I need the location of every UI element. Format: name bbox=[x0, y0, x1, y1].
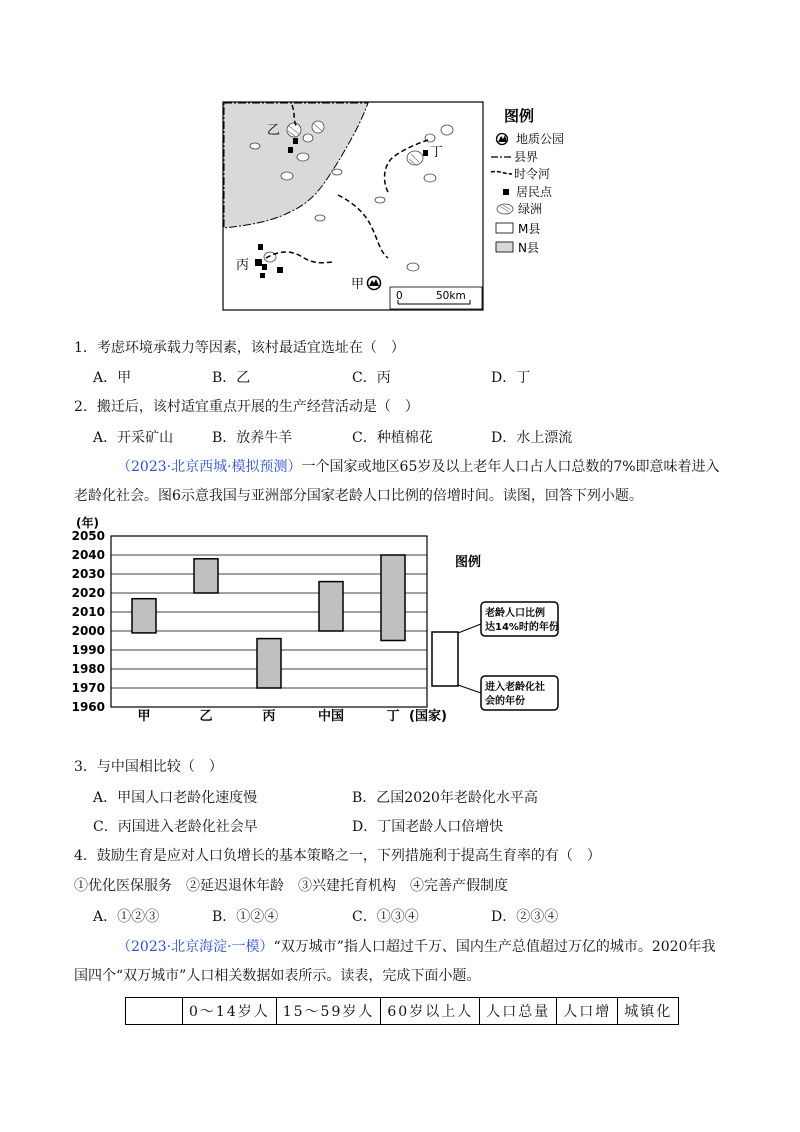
source-tag: （2023·北京西城·模拟预测） bbox=[117, 459, 302, 475]
oasis bbox=[441, 125, 453, 135]
settlement bbox=[255, 259, 262, 266]
legend-label: 时令河 bbox=[514, 167, 551, 181]
legend-county-n-icon bbox=[496, 242, 513, 252]
x-category-label: 甲 bbox=[137, 709, 151, 724]
q4-option-b: B．①②④ bbox=[212, 909, 279, 925]
legend-label: N县 bbox=[518, 241, 539, 255]
q4-option-a: A．①②③ bbox=[93, 909, 160, 925]
source-tag: （2023·北京海淀·一模） bbox=[117, 939, 274, 955]
table-header-cell: 人口增 bbox=[557, 998, 618, 1025]
range-bar bbox=[319, 582, 343, 631]
legend-label: M县 bbox=[518, 222, 541, 236]
range-bar bbox=[257, 639, 281, 688]
oasis bbox=[250, 143, 260, 149]
y-tick-label: 2040 bbox=[71, 548, 105, 562]
legend-county-m-icon bbox=[496, 223, 513, 233]
y-tick-label: 2020 bbox=[71, 586, 105, 600]
q3-option-a: A．甲国人口老龄化速度慢 bbox=[93, 790, 258, 806]
q1-option-d: D．丁 bbox=[491, 370, 531, 386]
y-tick-label: 2050 bbox=[71, 529, 105, 543]
q2-option-c: C．种植棉花 bbox=[352, 430, 433, 446]
table-header-cell bbox=[126, 998, 183, 1025]
q4-option-d: D．②③④ bbox=[491, 909, 559, 925]
city-population-table bbox=[125, 997, 679, 1025]
oasis bbox=[407, 263, 419, 271]
settlement bbox=[288, 147, 293, 153]
settlement bbox=[423, 150, 428, 156]
q3-option-c: C．丙国进入老龄化社会早 bbox=[93, 819, 258, 835]
oasis bbox=[424, 174, 436, 182]
x-category-labels bbox=[137, 708, 399, 724]
oasis bbox=[375, 197, 385, 203]
question-4-items: ①优化医保服务 ②延迟退休年龄 ③兴建托育机构 ④完善产假制度 bbox=[74, 878, 508, 894]
map-legend bbox=[491, 131, 564, 255]
q2-option-b: B．放养牛羊 bbox=[212, 430, 293, 446]
table-header-cell: 0～14岁人 bbox=[183, 998, 277, 1025]
legend-top-line1: 老龄人口比例 bbox=[485, 608, 545, 619]
scale-bar bbox=[390, 287, 482, 309]
legend-geopark-icon bbox=[497, 134, 508, 145]
y-tick-labels bbox=[72, 529, 105, 714]
intro-paragraph-3: （2023·北京海淀·一模）“双万城市”指人口超过千万、国内生产总值超过万亿的城市。2020年我 bbox=[117, 939, 716, 955]
settlement bbox=[262, 264, 267, 270]
oasis bbox=[332, 169, 342, 175]
x-axis-unit: (国家) bbox=[409, 709, 447, 724]
oasis bbox=[281, 172, 293, 180]
q3-option-d: D．丁国老龄人口倍增快 bbox=[352, 819, 504, 835]
oasis bbox=[303, 134, 313, 142]
settlement bbox=[260, 273, 265, 278]
y-axis-unit: (年) bbox=[76, 516, 99, 530]
aging-chart bbox=[60, 512, 600, 732]
oasis bbox=[312, 121, 324, 133]
legend-sample-bar bbox=[432, 632, 458, 686]
oasis bbox=[315, 215, 325, 221]
range-bar bbox=[132, 599, 156, 633]
table-header-cell: 60岁以上人 bbox=[381, 998, 480, 1025]
place-label-bing: 丙 bbox=[236, 258, 250, 273]
legend-label: 绿洲 bbox=[518, 202, 543, 216]
y-tick-label: 2000 bbox=[71, 624, 105, 638]
place-label-ding: 丁 bbox=[430, 145, 444, 160]
map-figure bbox=[220, 100, 590, 314]
place-label-yi: 乙 bbox=[267, 123, 281, 138]
legend-label: 居民点 bbox=[516, 185, 553, 199]
x-category-label: 丙 bbox=[262, 709, 276, 724]
range-bar bbox=[381, 555, 405, 641]
q4-option-c: C．①③④ bbox=[352, 909, 419, 925]
table-header-cell: 人口总量 bbox=[480, 998, 557, 1025]
legend-bottom-line1: 进入老龄化社 bbox=[485, 682, 545, 693]
question-2: 2．搬迁后，该村适宜重点开展的生产经营活动是（ ） bbox=[74, 399, 419, 415]
intro-paragraph-2: （2023·北京西城·模拟预测）一个国家或地区65岁及以上老年人口占人口总数的7%即意味着进入 bbox=[117, 459, 720, 475]
place-label-jia: 甲 bbox=[351, 277, 365, 292]
table-header-row bbox=[126, 998, 679, 1025]
x-category-label: 丁 bbox=[386, 709, 400, 724]
intro-paragraph-2-cont: 老龄化社会。图6示意我国与亚洲部分国家老龄人口比例的倍增时间。读图，回答下列小题。 bbox=[74, 488, 643, 504]
range-bar bbox=[194, 559, 218, 593]
q1-option-a: A．甲 bbox=[93, 370, 132, 386]
y-tick-label: 1980 bbox=[71, 662, 105, 676]
q2-option-d: D．水上漂流 bbox=[491, 430, 573, 446]
y-tick-label: 2030 bbox=[71, 567, 105, 581]
table-header-cell: 15～59岁人 bbox=[276, 998, 381, 1025]
legend-label: 县界 bbox=[514, 150, 539, 164]
svg-text:50km: 50km bbox=[436, 290, 466, 302]
y-tick-label: 1990 bbox=[71, 643, 105, 657]
oasis bbox=[297, 153, 309, 161]
legend-bottom-line2: 会的年份 bbox=[485, 696, 525, 707]
legend-settlement-icon bbox=[503, 189, 509, 195]
legend-label: 地质公园 bbox=[516, 132, 565, 146]
table-header-cell: 城镇化 bbox=[618, 998, 679, 1025]
legend-seasonal-river-icon bbox=[491, 171, 512, 174]
question-3: 3．与中国相比较（ ） bbox=[74, 759, 223, 775]
geopark-marker bbox=[368, 277, 381, 290]
y-tick-label: 1960 bbox=[71, 700, 105, 714]
legend-top-line2: 达14%时的年份 bbox=[485, 622, 559, 633]
intro-paragraph-3-cont: 国四个“双万城市”人口相关数据如表所示。读表，完成下面小题。 bbox=[74, 968, 481, 984]
y-tick-label: 2010 bbox=[71, 605, 105, 619]
x-category-label: 中国 bbox=[317, 709, 345, 724]
settlement bbox=[293, 138, 298, 144]
q3-option-b: B．乙国2020年老龄化水平高 bbox=[352, 790, 538, 806]
settlement bbox=[258, 244, 263, 250]
q1-option-c: C．丙 bbox=[352, 370, 391, 386]
question-1: 1．考虑环境承载力等因素，该村最适宜选址在（ ） bbox=[74, 340, 405, 356]
chart-legend-title: 图例 bbox=[455, 555, 482, 570]
y-tick-label: 1970 bbox=[71, 681, 105, 695]
x-category-label: 乙 bbox=[199, 709, 213, 724]
settlement bbox=[277, 267, 283, 273]
q1-option-b: B．乙 bbox=[212, 370, 251, 386]
question-4: 4．鼓励生育是应对人口负增长的基本策略之一，下列措施利于提高生育率的有（ ） bbox=[74, 848, 601, 864]
svg-text:0: 0 bbox=[396, 290, 403, 302]
q2-option-a: A．开采矿山 bbox=[93, 430, 174, 446]
map-legend-title: 图例 bbox=[504, 107, 535, 125]
